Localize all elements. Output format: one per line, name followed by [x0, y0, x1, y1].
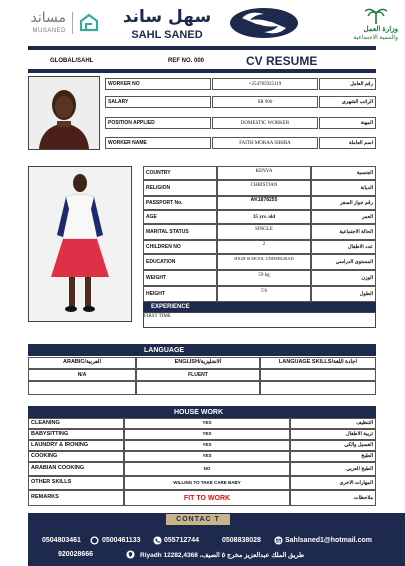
whatsapp-icon [90, 536, 99, 545]
worker-name-value: FAITH MORAA SIRIBA [212, 137, 318, 149]
education-label-ar: المستوى الدراسي [311, 254, 376, 270]
children-no-label: CHILDREN NO [143, 240, 217, 254]
salary-label-ar: الراتب الشهري [319, 96, 376, 108]
religion-value: CHRISTIAN [217, 180, 311, 196]
location-icon [126, 550, 135, 559]
position-label-ar: المهنة [319, 117, 376, 129]
portrait-photo-box [28, 76, 100, 150]
full-body-photo-box [28, 166, 132, 322]
laundry-label: LAUNDRY & IRONING [28, 440, 124, 451]
other-skills-value: WILLING TO TAKE CARE BABY [124, 476, 290, 490]
salary-value: SR 900 [212, 96, 318, 108]
title-rule [28, 69, 376, 73]
phone-icon [153, 536, 162, 545]
email-address: Sahlsaned1@hotmail.com [285, 537, 372, 544]
country-value: KENYA [217, 166, 311, 180]
height-value: 5'6 [217, 286, 311, 302]
height-label: HEIGHT [143, 286, 217, 302]
sahl-saned-brand [113, 7, 223, 41]
phone-4: 0508838028 [222, 537, 261, 544]
cleaning-label-ar: التنظيف [290, 418, 376, 429]
brand-name-ar: سهل ساند [122, 7, 212, 27]
title-bar [28, 53, 376, 69]
experience-heading: EXPERIENCE [143, 302, 376, 312]
position-value: DOMESTIC WORKER [212, 117, 318, 129]
experience-box [143, 312, 376, 328]
experience-value: FIRST TIME [144, 314, 171, 319]
arabian-cooking-label: ARABIAN COOKING [28, 462, 124, 476]
salary-label: SALARY [105, 96, 211, 108]
country-label: COUNTRY [143, 166, 217, 180]
address: Riyadh 12282,4368 ،طريق الملك عبدالعزيز مخرج ٥ الصيف [140, 552, 305, 559]
laundry-value: YES [124, 440, 290, 451]
language-header-english: ENGLISH/الانجليزية [136, 357, 260, 369]
phone-3: 055712744 [164, 537, 200, 544]
worker-name-label: WORKER NAME [105, 137, 211, 149]
laundry-label-ar: الغسيل والكي [290, 440, 376, 451]
contact-heading: CONTAC T [166, 514, 230, 525]
education-value: HIGH SCHOOL UNDERGRAD [217, 254, 311, 270]
cleaning-label: CLEANING [28, 418, 124, 429]
language-header-skills: LANGUAGE SKILLS/اجادة اللغة [260, 357, 376, 369]
portrait-photo [29, 77, 99, 149]
palm-icon [364, 6, 388, 24]
full-body-photo [29, 167, 131, 321]
language-english-value: FLUENT [136, 369, 260, 381]
remarks-value: FIT TO WORK [124, 490, 290, 506]
header-rule [28, 46, 376, 50]
age-value: 35 yrs. old [217, 210, 311, 224]
age-label-ar: العمر [311, 210, 376, 224]
babysitting-label: BABYSITTING [28, 429, 124, 440]
weight-label-ar: الوزن [311, 270, 376, 286]
position-label: POSITION APPLIED [105, 117, 211, 129]
ref-number: REF NO. 000 [168, 58, 205, 64]
weight-value: 59 kg [217, 270, 311, 286]
cooking-value: YES [124, 451, 290, 462]
other-skills-label: OTHER SKILLS [28, 476, 124, 490]
sahl-saned-emblem-icon [228, 6, 300, 40]
religion-label: RELIGION [143, 180, 217, 196]
musaned-logo-text-en: MUSANED [32, 28, 66, 34]
musaned-mark-icon [78, 12, 100, 32]
remarks-label: REMARKS [28, 490, 124, 506]
language-empty-cell [260, 381, 376, 395]
marital-status-value: SINGLE [217, 224, 311, 240]
ministry-name-line2: والتنمية الاجتماعية [353, 35, 398, 41]
babysitting-label-ar: تربية الاطفال [290, 429, 376, 440]
language-empty-cell [28, 381, 136, 395]
cv-resume-title: CV RESUME [246, 54, 318, 68]
language-skills-value [260, 369, 376, 381]
marital-status-label: MARITAL STATUS [143, 224, 217, 240]
brand-name-en: SAHL SANED [131, 29, 203, 41]
age-label: AGE [143, 210, 217, 224]
remarks-label-ar: ملاحظات [290, 490, 376, 506]
cooking-label: COOKING [28, 451, 124, 462]
arabian-cooking-value: NO [124, 462, 290, 476]
house-work-heading: HOUSE WORK [28, 406, 376, 418]
religion-label-ar: الديانة [311, 180, 376, 196]
language-heading: LANGUAGE [28, 344, 376, 356]
email-icon [274, 536, 283, 545]
height-label-ar: الطول [311, 286, 376, 302]
phone-1: 0504803461 [42, 537, 81, 544]
arabian-cooking-label-ar: الطبخ العربي [290, 462, 376, 476]
children-no-label-ar: عدد الاطفال [311, 240, 376, 254]
musaned-logo [10, 10, 102, 36]
cleaning-value: YES [124, 418, 290, 429]
ministry-name-line1: وزارة العمل [363, 26, 398, 33]
cooking-label-ar: الطبخ [290, 451, 376, 462]
passport-label-ar: رقم جواز السفر [311, 196, 376, 210]
other-skills-label-ar: المهارات الاخرى [290, 476, 376, 490]
weight-label: WEIGHT [143, 270, 217, 286]
worker-no-label-ar: رقم العامل [319, 78, 376, 90]
worker-name-label-ar: اسم العاملة [319, 137, 376, 149]
passport-value: AK1878255 [217, 196, 311, 210]
phone-unified: 920028666 [58, 551, 94, 558]
ministry-logo [326, 6, 398, 46]
language-header-arabic: ARABIC/العربية [28, 357, 136, 369]
country-label-ar: الجنسية [311, 166, 376, 180]
worker-no-label: WORKER NO [105, 78, 211, 90]
language-arabic-value: N/A [28, 369, 136, 381]
education-label: EDUCATION [143, 254, 217, 270]
babysitting-value: YES [124, 429, 290, 440]
language-empty-cell [136, 381, 260, 395]
passport-label: PASSPORT No. [143, 196, 217, 210]
children-no-value: 2 [217, 240, 311, 254]
worker-no-value: +254785925119 [212, 78, 318, 90]
global-sahl-label: GLOBAL/SAHL [50, 58, 94, 64]
marital-status-label-ar: الحالة الاجتماعية [311, 224, 376, 240]
phone-2: 0500461133 [102, 537, 141, 544]
musaned-logo-text-ar: مساند [30, 10, 66, 26]
contact-footer [28, 513, 405, 566]
